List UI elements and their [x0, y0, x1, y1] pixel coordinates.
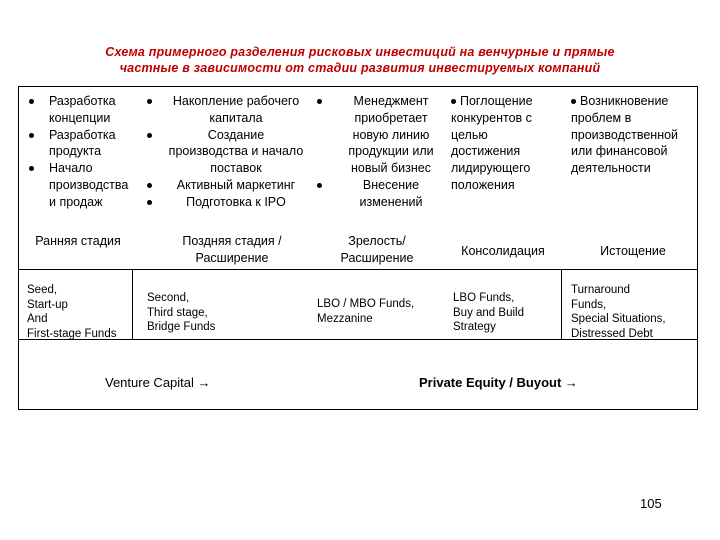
- fund-line: And: [27, 313, 48, 325]
- activity-item: Разработка концепции: [27, 93, 131, 127]
- funds-late: [147, 291, 297, 335]
- page-number: 105: [640, 496, 662, 511]
- title-line-2: частные в зависимости от стадии развития инвестируемых компаний: [119, 61, 601, 75]
- bullet-icon: [451, 99, 456, 104]
- activity-item: Внесение изменений: [315, 177, 445, 211]
- stage-label-maturity: Зрелость/ Расширение: [340, 234, 414, 265]
- fund-line: Bridge Funds: [147, 321, 216, 333]
- activity-item: Подготовка к IPO: [145, 194, 305, 211]
- fund-line: Buy and Build: [453, 306, 524, 319]
- stage-label-decline: Истощение: [600, 244, 666, 258]
- fund-line: Third stage,: [147, 306, 208, 319]
- funds-consolidation: [453, 291, 557, 335]
- activity-item: Разработка продукта: [27, 127, 131, 161]
- funds-early: [27, 283, 131, 341]
- funds-maturity: [317, 297, 447, 326]
- activity-item: Накопление рабочего капитала: [145, 93, 305, 127]
- fund-line: Distressed Debt: [571, 327, 653, 340]
- column-divider-1: [132, 269, 133, 339]
- column-5-activities: [571, 93, 697, 177]
- stage-label-consolidation: Консолидация: [461, 244, 545, 258]
- diagram-title: [30, 44, 690, 76]
- fund-line: Special Situations,: [571, 313, 666, 325]
- fund-line: Second,: [147, 292, 190, 304]
- fund-line: Mezzanine: [317, 312, 373, 325]
- column-4-activities: [451, 93, 551, 194]
- column-3-activities: [315, 93, 445, 211]
- row-divider-stages-funds: [19, 269, 697, 270]
- stage-label-early: Ранняя стадия: [35, 234, 121, 248]
- activity-item: Поглощение конкурентов с целью достижения лидирующего положения: [451, 94, 533, 192]
- fund-line: Start-up: [27, 298, 68, 311]
- activity-item: Начало производства и продаж: [27, 160, 131, 210]
- column-2-activities: [145, 93, 305, 211]
- fund-line: First-stage Funds: [27, 327, 117, 340]
- fund-line: LBO Funds,: [453, 292, 515, 304]
- activity-item: Возникновение проблем в производственной или финансовой деятельности: [571, 94, 679, 176]
- venture-capital-label: Venture Capital →: [105, 375, 211, 390]
- column-divider-4: [561, 269, 562, 339]
- activity-item: Активный маркетинг: [145, 177, 305, 194]
- funds-decline: [571, 283, 697, 341]
- fund-line: LBO / MBO Funds,: [317, 298, 415, 310]
- private-equity-label: Private Equity / Buyout →: [419, 375, 578, 390]
- fund-line: Turnaround: [571, 284, 631, 296]
- title-line-1: Схема примерного разделения рисковых инвестиций на венчурные и прямые: [105, 45, 615, 59]
- fund-line: Seed,: [27, 284, 58, 296]
- activity-item: Менеджмент приобретает новую линию продукции или новый бизнес: [315, 93, 445, 177]
- bullet-icon: [571, 99, 576, 104]
- fund-line: Funds,: [571, 298, 607, 311]
- activity-item: Создание производства и начало поставок: [145, 127, 305, 177]
- fund-line: Strategy: [453, 321, 496, 333]
- stage-label-late: Поздняя стадия / Расширение: [182, 234, 282, 265]
- investment-stages-table: [18, 86, 698, 410]
- column-1-activities: [27, 93, 131, 211]
